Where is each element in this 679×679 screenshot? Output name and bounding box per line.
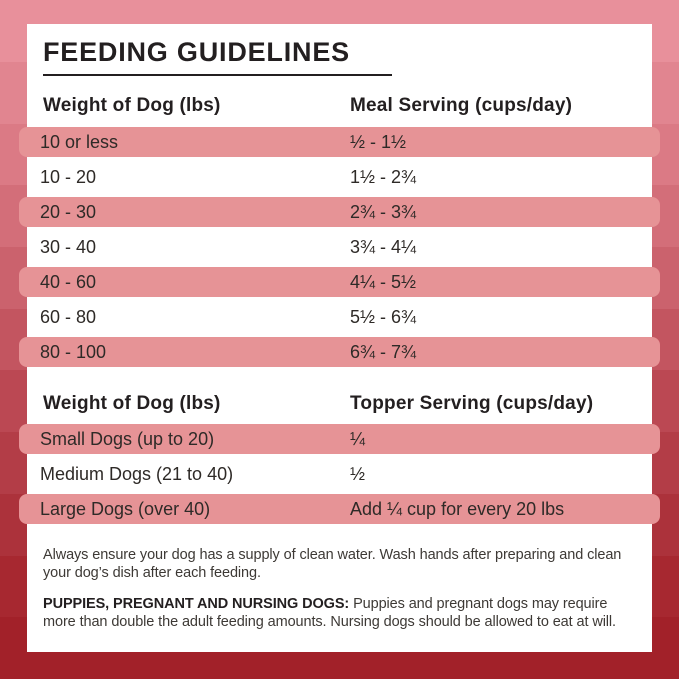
serving-cell: ¼: [350, 428, 366, 449]
weight-cell: 10 or less: [40, 131, 119, 152]
weight-cell: 30 - 40: [40, 236, 97, 257]
weight-cell: 20 - 30: [40, 201, 97, 222]
table-row: [19, 424, 660, 454]
weight-cell: 10 - 20: [40, 166, 97, 187]
feeding-guidelines-card: [27, 24, 652, 652]
serving-cell: ½ - 1½: [350, 131, 407, 152]
serving-cell: ½: [350, 463, 366, 484]
serving-cell: 1½ - 2¾: [350, 166, 417, 187]
table-row: [19, 127, 660, 157]
serving-cell: 5½ - 6¾: [350, 306, 417, 327]
puppies-note: [43, 595, 636, 631]
serving-cell: 2¾ - 3¾: [350, 201, 417, 222]
footer-notes: [43, 546, 636, 631]
title-underline: [43, 74, 392, 76]
table-row: [19, 337, 660, 367]
serving-cell: Add ¼ cup for every 20 lbs: [350, 498, 565, 519]
meal-col2-header: Meal Serving (cups/day): [350, 95, 573, 116]
weight-cell: 40 - 60: [40, 271, 97, 292]
weight-cell: Small Dogs (up to 20): [40, 428, 215, 449]
table-row: [19, 494, 660, 524]
serving-cell: 6¾ - 7¾: [350, 341, 417, 362]
meal-table-header: [27, 93, 652, 119]
meal-col1-header: Weight of Dog (lbs): [43, 95, 221, 116]
clean-water-note: Always ensure your dog has a supply of clean water. Wash hands after preparing and clean your dog’s dish after each feeding.: [43, 547, 622, 581]
puppies-note-text: Puppies and pregnant dogs may require more than double the adult feeding amounts. Nursing dogs should be allowed to eat at will.: [43, 596, 616, 630]
table-row: [19, 459, 660, 489]
topper-table-rows: [27, 424, 652, 524]
weight-cell: 80 - 100: [40, 341, 107, 362]
serving-cell: 3¾ - 4¼: [350, 236, 417, 257]
page-title: FEEDING GUIDELINES: [43, 37, 350, 67]
serving-cell: 4¼ - 5½: [350, 271, 417, 292]
table-row: [19, 267, 660, 297]
topper-col2-header: Topper Serving (cups/day): [350, 393, 594, 414]
table-row: [19, 162, 660, 192]
table-row: [19, 302, 660, 332]
weight-cell: 60 - 80: [40, 306, 97, 327]
meal-table-rows: [27, 127, 652, 367]
weight-cell: Medium Dogs (21 to 40): [40, 463, 234, 484]
table-row: [19, 232, 660, 262]
weight-cell: Large Dogs (over 40): [40, 498, 211, 519]
topper-table-header: [27, 391, 652, 417]
topper-col1-header: Weight of Dog (lbs): [43, 393, 221, 414]
puppies-note-label: PUPPIES, PREGNANT AND NURSING DOGS:: [43, 596, 350, 612]
table-row: [19, 197, 660, 227]
